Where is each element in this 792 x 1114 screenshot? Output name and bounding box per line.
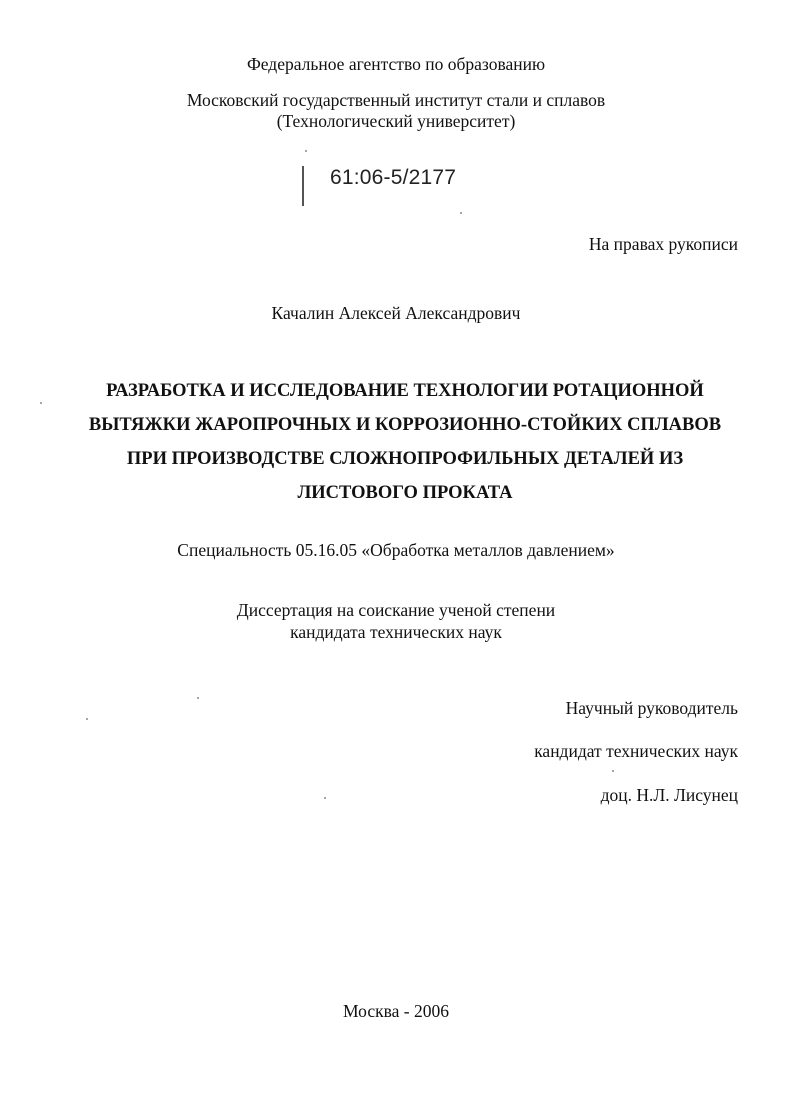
dissertation-title — [40, 374, 770, 510]
supervisor-name: доц. Н.Л. Лисунец — [600, 785, 738, 805]
degree-line: кандидата технических наук — [290, 622, 502, 642]
scan-speck — [40, 402, 42, 404]
library-stamp — [300, 142, 500, 222]
city-year: Москва - 2006 — [343, 1001, 449, 1021]
agency-name: Федеральное агентство по образованию — [246, 54, 546, 74]
author-name: Качалин Алексей Александрович — [271, 303, 521, 323]
scan-speck — [86, 718, 88, 720]
specialty: Специальность 05.16.05 «Обработка металлов давлением» — [177, 540, 615, 560]
degree-line: Диссертация на соискание ученой степени — [236, 600, 556, 620]
scan-speck — [324, 797, 326, 799]
title-line: ЛИСТОВОГО ПРОКАТА — [297, 483, 513, 503]
scan-speck — [612, 770, 614, 772]
supervisor-role: Научный руководитель — [565, 698, 738, 718]
title-line: ПРИ ПРОИЗВОДСТВЕ СЛОЖНОПРОФИЛЬНЫХ ДЕТАЛЕЙ ИЗ — [126, 449, 684, 469]
rights-note: На правах рукописи — [588, 234, 738, 254]
scan-speck — [197, 697, 199, 699]
scan-speck — [305, 150, 307, 152]
institute-subtitle: (Технологический университет) — [276, 111, 516, 131]
title-line: РАЗРАБОТКА И ИССЛЕДОВАНИЕ ТЕХНОЛОГИИ РОТАЦИОННОЙ — [106, 381, 704, 401]
scan-speck — [460, 212, 462, 214]
stamp-code: 61:06-5/2177 — [330, 166, 457, 189]
title-line: ВЫТЯЖКИ ЖАРОПРОЧНЫХ И КОРРОЗИОННО-СТОЙКИХ СПЛАВОВ — [88, 415, 722, 435]
stamp-mark — [302, 166, 304, 206]
supervisor-degree: кандидат технических наук — [534, 741, 738, 761]
institute-name: Московский государственный институт стали и сплавов — [186, 90, 606, 110]
